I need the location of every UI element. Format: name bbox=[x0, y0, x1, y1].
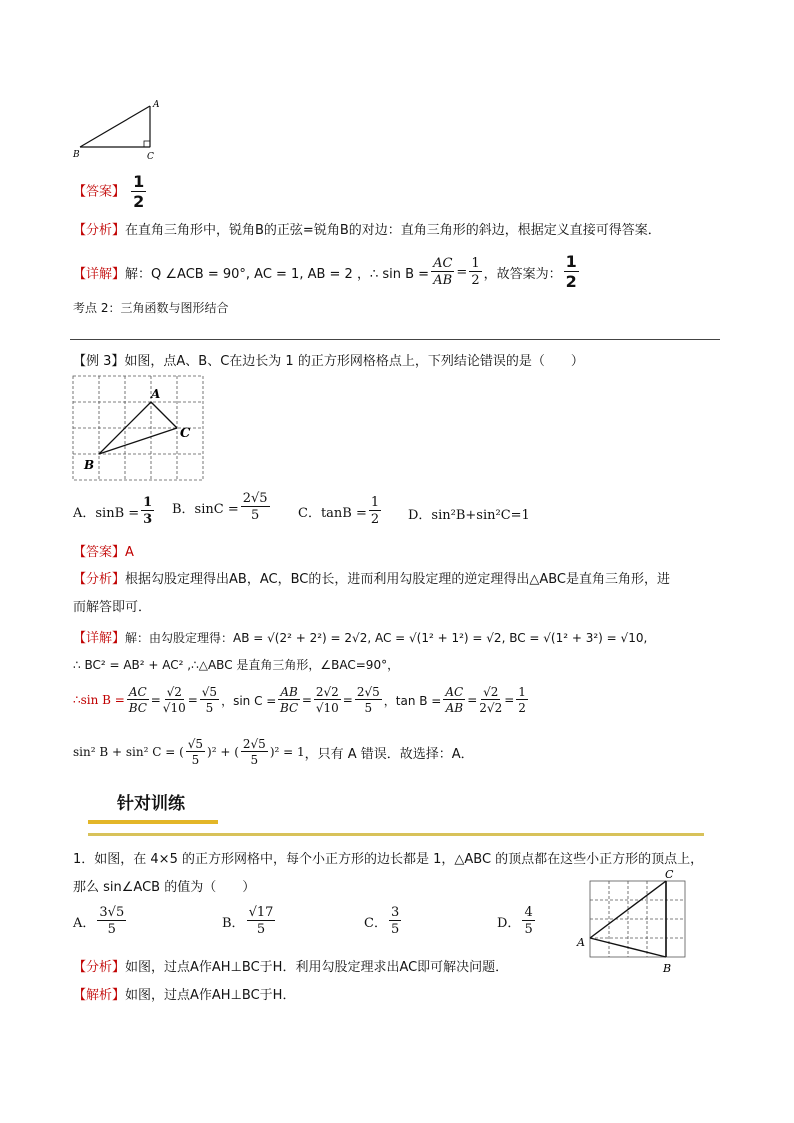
answer-1 bbox=[73, 174, 148, 210]
training-heading: 针对训练 bbox=[117, 794, 185, 814]
svg-text:B: B bbox=[84, 458, 95, 472]
option-d: D．sin²B+sin²C=1 bbox=[408, 508, 530, 523]
q1-line1: 1．如图，在 4×5 的正方形网格中，每个小正方形的边长都是 1，△ABC 的顶点都在这些小正方形的顶点上， bbox=[73, 852, 704, 867]
q1-option-a: A． $\frac{3√5}{5}$ bbox=[73, 905, 125, 937]
answer-tag: 【答案】 bbox=[73, 184, 126, 200]
option-c: C．tanB = $\frac{1}{2}$ bbox=[298, 495, 380, 527]
svg-text:B: B bbox=[663, 962, 672, 975]
detail-3-line3: ∴sin B = $\frac{AC}{BC}$ = $\frac{√2}{√10}$ = $\frac{√5}{5}$ ，sin C = $\frac{AB}{BC}$ = $\frac{2√2}{√10}$ = $\frac{2√5}{5}$ ，tan B = $\frac{AC}{AB}$ = $\frac{√2}{2√2}$ = $\frac{1}{2}$ bbox=[73, 685, 526, 715]
svg-text:A: A bbox=[151, 387, 161, 401]
detail-1: 【详解】 解：Q ∠ACB = 90°, AC = 1, AB = 2 ，∴ sin B = $\frac{AC}{AB}$ = $\frac{1}{2}$ ，故答案为： $\frac{1}{2}$ bbox=[73, 252, 577, 291]
detail-3-line1: 【详解】解：由勾股定理得：AB = √(2² + 2²) = 2√2, AC = √(1² + 1²) = √2, BC = √(1² + 3²) = √10, bbox=[73, 631, 648, 646]
q1-option-c: C． $\frac{3}{5}$ bbox=[364, 905, 400, 937]
label-c: C bbox=[147, 152, 154, 162]
analysis-3-line2: 而解答即可． bbox=[73, 600, 152, 615]
svg-text:C: C bbox=[665, 868, 674, 881]
analysis-1: 【分析】在直角三角形中，锐角B的正弦=锐角B的对边：直角三角形的斜边，根据定义直接可得答案． bbox=[73, 223, 661, 238]
label-b: B bbox=[73, 150, 80, 160]
divider bbox=[70, 339, 720, 340]
q1-solution: 【解析】如图，过点A作AH⊥BC于H． bbox=[73, 988, 296, 1003]
q1-analysis: 【分析】如图，过点A作AH⊥BC于H．利用勾股定理求出AC即可解决问题． bbox=[73, 960, 509, 975]
example-3: 【例 3】如图，点A、B、C在边长为 1 的正方形网格格点上，下列结论错误的是（ ） bbox=[73, 354, 584, 369]
svg-text:A: A bbox=[577, 936, 585, 949]
section-point-2: 考点 2：三角函数与图形结合 bbox=[73, 301, 229, 315]
option-a: A．sinB = $\frac{1}{3}$ bbox=[73, 495, 153, 527]
analysis-3: 【分析】根据勾股定理得出AB，AC，BC的长，进而利用勾股定理的逆定理得出△ABC是直角三角形，进 bbox=[73, 572, 670, 587]
svg-text:C: C bbox=[180, 426, 191, 441]
triangle-figure-1 bbox=[70, 96, 170, 162]
option-b: B．sinC = $\frac{2√5}{5}$ bbox=[172, 491, 268, 523]
detail-3-line4: sin² B + sin² C = ( $\frac{√5}{5}$ )² + ( $\frac{2√5}{5}$ )² = 1 ，只有 A 错误．故选择：A． bbox=[73, 737, 474, 767]
answer-3: 【答案】A bbox=[73, 545, 134, 560]
heading-bar-accent bbox=[88, 820, 218, 824]
answer-fraction: $\frac{1}{2}$ bbox=[133, 172, 145, 211]
q1-option-b: B． $\frac{√17}{5}$ bbox=[222, 905, 274, 937]
heading-bar-long bbox=[88, 833, 704, 836]
grid-figure-3 bbox=[575, 866, 695, 978]
grid-figure-2 bbox=[72, 375, 206, 485]
q1-option-d: D． $\frac{4}{5}$ bbox=[497, 905, 533, 937]
label-a: A bbox=[153, 100, 160, 110]
detail-3-line2: ∴ BC² = AB² + AC² ,∴△ABC 是直角三角形，∠BAC=90°， bbox=[73, 658, 400, 672]
q1-line2: 那么 sin∠ACB 的值为（ ） bbox=[73, 880, 256, 895]
